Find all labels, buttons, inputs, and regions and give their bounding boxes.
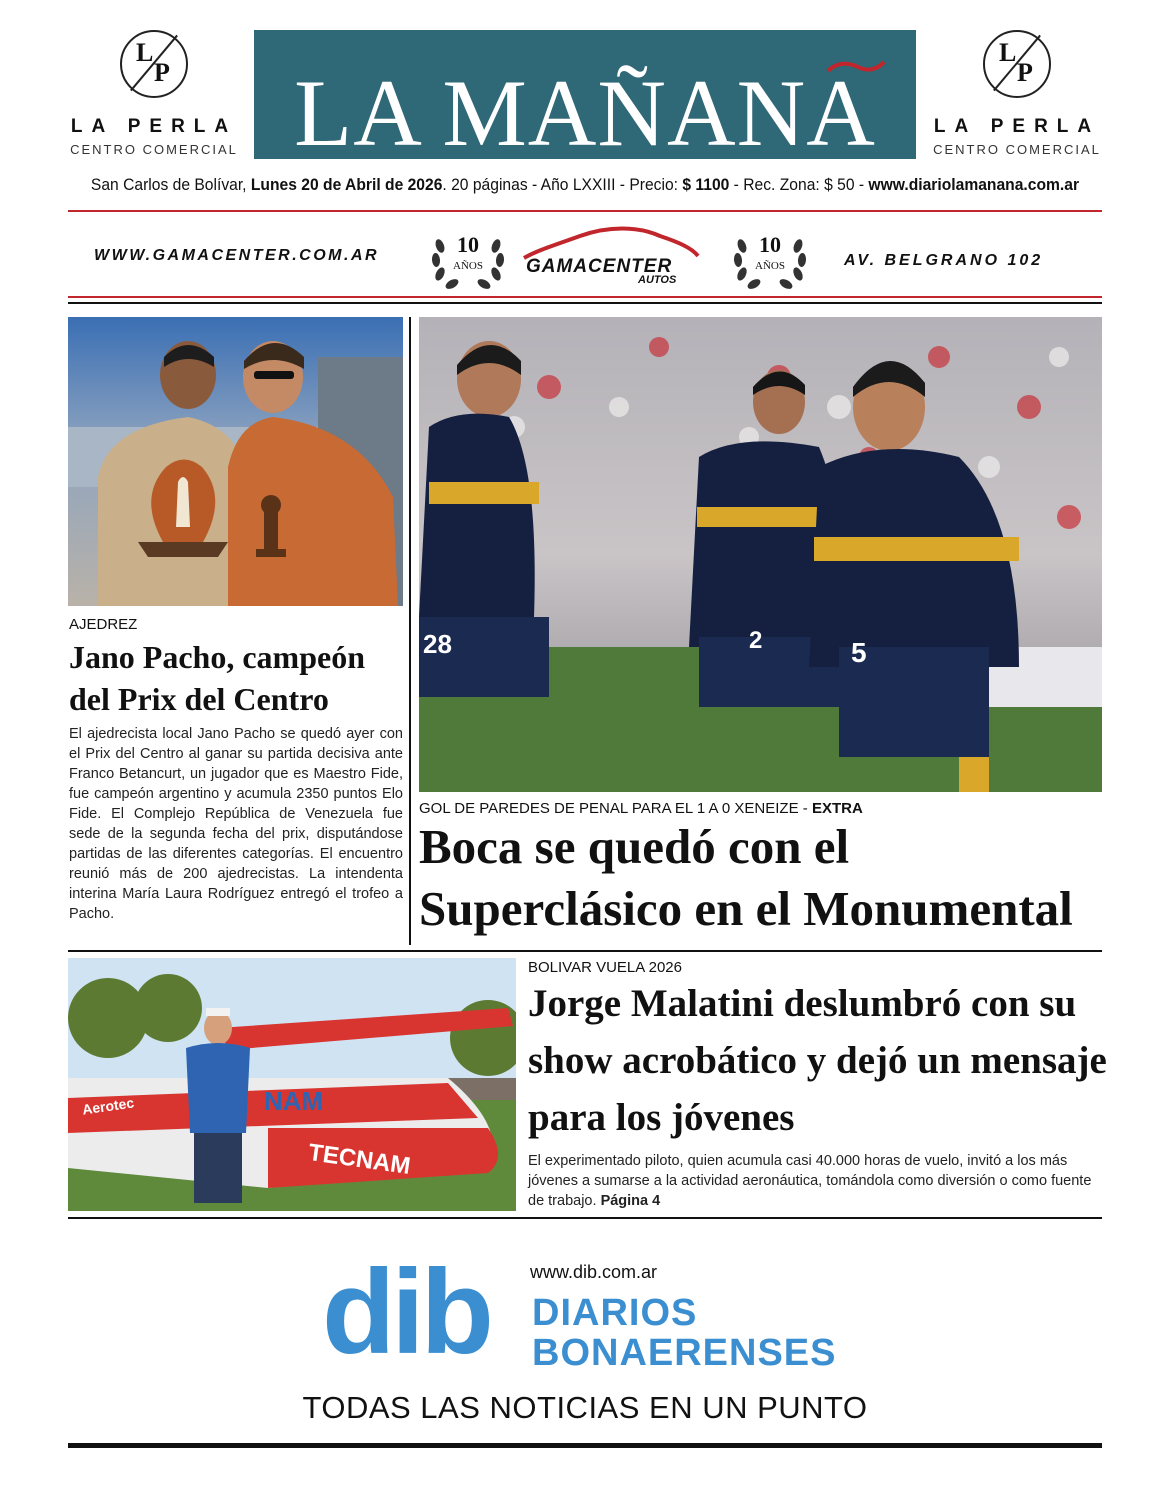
divider-black (68, 950, 1102, 952)
dib-slogan: TODAS LAS NOTICIAS EN UN PUNTO (302, 1390, 868, 1425)
bottom-rule (68, 1443, 1102, 1448)
chess-section-label: AJEDREZ (69, 616, 138, 633)
caption-source: EXTRA (811, 800, 863, 817)
aviation-article-photo[interactable] (68, 958, 516, 1211)
anniversary-badge-right (730, 222, 810, 294)
boca-caption: GOL DE PAREDES DE PENAL PARA EL 1 A 0 XENEIZE - EXTRA (419, 800, 863, 817)
plane-livery-text: Aerotec (81, 1094, 136, 1118)
dib-logo: dib (322, 1245, 490, 1379)
issue-date: Lunes 20 de Abril de 2026 (250, 175, 443, 194)
newspaper-title: LA MAÑANA (294, 60, 876, 166)
anniversary-badge-left (428, 222, 508, 294)
gama-address: AV. BELGRANO 102 (844, 252, 1044, 269)
issue-price: $ 1100 (682, 175, 730, 194)
left-sponsor-logo (64, 30, 244, 157)
plane-livery-text: TECNAM (306, 1138, 413, 1181)
chess-body: El ajedrecista local Jano Pacho se quedó ayer con el Prix del Centro al ganar su partida decisiva ante Franco Betancurt, un jugador que es Maestro Fide, fue campeón argentino y acumula 2350 puntos Elo Fide. El Complejo República de Venezuela fue sede de la segunda fecha del prix, disputándose partidas de las diferentes categorías. El encuentro reunió más de 200 ajedrecistas. La intendenta interina María Laura Rodríguez entregó el trofeo a Pacho. (69, 726, 403, 922)
aviation-headline[interactable]: Jorge Malatini deslumbró con su show acrobático y dejó un mensaje para los jóvenes (528, 982, 1107, 1139)
badge-label: AÑOS (453, 260, 483, 272)
left-sponsor-subtitle: CENTRO COMERCIAL (70, 142, 238, 157)
divider-black (68, 302, 1102, 304)
chess-trophy-photo (68, 317, 403, 606)
gamacenter-logo (518, 222, 702, 290)
dateline: San Carlos de Bolívar, Lunes 20 de Abril de 2026. 20 páginas - Año LXXIII - Precio: $ 1100 - Rec. Zona: $ 50 - www.diariolamanana.com.ar (90, 175, 1080, 194)
badge-number: 10 (759, 232, 781, 257)
lp-emblem-icon: L P (120, 30, 188, 98)
jersey-number: 28 (423, 629, 452, 659)
boca-article-photo[interactable] (419, 317, 1102, 792)
aviation-body: El experimentado piloto, quien acumula casi 40.000 horas de vuelo, invitó a los más jóvenes a sumarse a la actividad aeronáutica, tomándola como diversión o como fuente de trabajo. Página 4 (528, 1153, 1092, 1209)
jersey-number: 5 (851, 637, 867, 668)
chess-article-photo[interactable] (68, 317, 403, 606)
boca-headline[interactable]: Boca se quedó con el Superclásico en el Monumental (419, 819, 1073, 936)
right-sponsor-logo (927, 30, 1107, 157)
page-reference-link[interactable]: Página 4 (600, 1193, 661, 1209)
gamacenter-brand: GAMACENTER (526, 256, 673, 277)
masthead-banner (254, 30, 916, 166)
dib-website-link[interactable]: www.dib.com.ar (530, 1262, 658, 1282)
aviation-section-label: BOLIVAR VUELA 2026 (528, 959, 682, 976)
chess-headline[interactable]: Jano Pacho, campeón del Prix del Centro (69, 639, 365, 717)
lp-emblem-icon: L P (983, 30, 1051, 98)
gamacenter-brand-sub: AUTOS (638, 274, 677, 286)
gama-website-link[interactable]: WWW.GAMACENTER.COM.AR (94, 247, 380, 264)
dib-word-line2: BONAERENSES (532, 1332, 837, 1374)
divider-red (68, 210, 1102, 212)
left-sponsor-name: LA PERLA (70, 116, 238, 137)
biplane-pilot-photo (68, 958, 516, 1211)
jersey-number: 2 (749, 627, 763, 654)
football-celebration-photo (419, 317, 1102, 792)
badge-number: 10 (457, 232, 479, 257)
dib-word-line1: DIARIOS (532, 1292, 698, 1334)
divider-black (68, 1217, 1102, 1219)
right-sponsor-name: LA PERLA (933, 116, 1101, 137)
newspaper-website-link[interactable]: www.diariolamanana.com.ar (868, 175, 1080, 194)
right-sponsor-subtitle: CENTRO COMERCIAL (933, 142, 1101, 157)
divider-red (68, 296, 1102, 298)
column-divider (409, 317, 411, 945)
badge-label: AÑOS (755, 260, 785, 272)
plane-livery-text: NAM (264, 1086, 324, 1116)
